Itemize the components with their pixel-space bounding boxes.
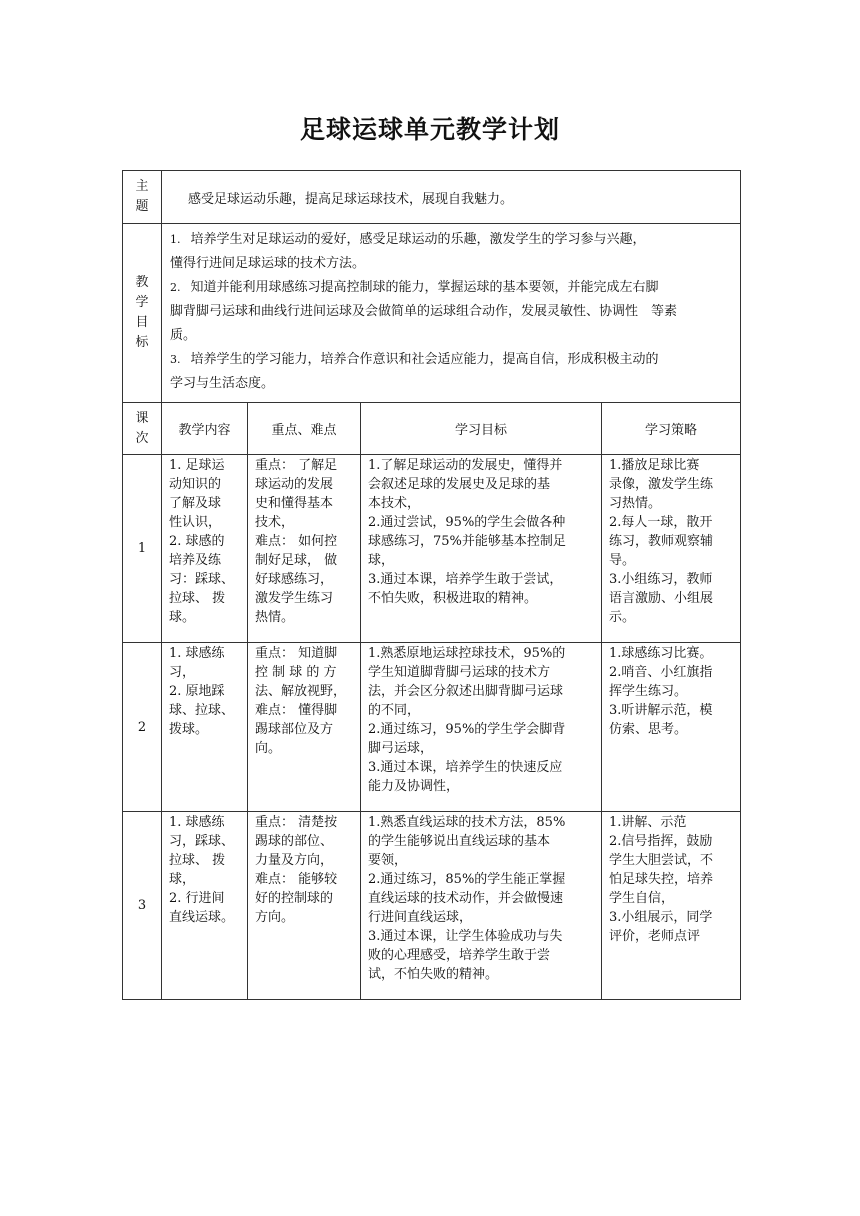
cell-line: 1.讲解、示范 xyxy=(609,815,687,830)
cell-line: 史和懂得基本 xyxy=(255,496,334,511)
cell-line: 要领， xyxy=(368,853,408,868)
cell-line: 力量及方向， xyxy=(255,853,334,868)
cell-line: 拨球。 xyxy=(169,722,209,737)
theme-label: 主 题 xyxy=(123,171,162,224)
cell-line: 法，并会区分叙述出脚背脚弓运球 xyxy=(368,684,564,699)
cell-line: 导。 xyxy=(609,553,636,568)
lesson-key-points xyxy=(248,455,361,643)
cell-line: 球， xyxy=(169,872,196,887)
cell-line: 2. 球感的 xyxy=(169,534,225,549)
header-lesson: 课 次 xyxy=(123,403,162,455)
cell-line: 控 制 球 的 方 xyxy=(255,665,337,680)
cell-line: 本技术， xyxy=(368,496,421,511)
cell-line: 3.通过本课，让学生体验成功与失 xyxy=(368,929,563,944)
cell-line: 1.播放足球比赛 xyxy=(609,458,700,473)
cell-line: 球。 xyxy=(169,610,196,625)
theme-text: 感受足球运动乐趣，提高足球运球技术，展现自我魅力。 xyxy=(162,171,741,224)
cell-line: 难点： 如何控 xyxy=(255,534,338,549)
cell-line: 技术， xyxy=(255,515,295,530)
cell-line: 评价，老师点评 xyxy=(609,929,701,944)
cell-line: 重点： 了解足 xyxy=(255,458,338,473)
cell-line: 行进间直线运球， xyxy=(368,910,473,925)
cell-line: 1. 球感练 xyxy=(169,815,225,830)
lesson-number: 1 xyxy=(123,455,162,643)
cell-line: 热情。 xyxy=(255,610,295,625)
cell-line: 方向。 xyxy=(255,910,295,925)
header-learning-goals: 学习目标 xyxy=(361,403,602,455)
cell-line: 习：踩球、 xyxy=(169,572,235,587)
lesson-plan-table xyxy=(122,170,741,1000)
cell-line: 培养及练 xyxy=(169,553,222,568)
cell-line: 脚弓运球， xyxy=(368,741,434,756)
cell-line: 学生知道脚背脚弓运球的技术方 xyxy=(368,665,551,680)
header-row xyxy=(123,403,741,455)
cell-line: 拉球、 拨 xyxy=(169,853,226,868)
cell-line: 的不同， xyxy=(368,703,421,718)
lesson-number: 2 xyxy=(123,643,162,812)
cell-line: 怕足球失控，培养 xyxy=(609,872,714,887)
cell-line: 球， xyxy=(368,553,395,568)
cell-line: 能力及协调性， xyxy=(368,779,460,794)
cell-line: 动知识的 xyxy=(169,477,222,492)
cell-line: 法、解放视野， xyxy=(255,684,347,699)
cell-line: 3.小组展示，同学 xyxy=(609,910,713,925)
objectives-list xyxy=(162,224,741,403)
lesson-row xyxy=(123,455,741,643)
cell-line: 球、拉球、 xyxy=(169,703,235,718)
cell-line: 1.熟悉原地运球控球技术，95%的 xyxy=(368,646,566,661)
cell-line: 直线运球。 xyxy=(169,910,235,925)
lesson-strategy xyxy=(602,643,741,812)
lesson-strategy xyxy=(602,812,741,1000)
cell-line: 踢球部位及方 xyxy=(255,722,334,737)
cell-line: 制好足球， 做 xyxy=(255,553,338,568)
lesson-key-points xyxy=(248,812,361,1000)
objective-item: 2. 知道并能利用球感练习提高控制球的能力，掌握运球的基本要领，并能完成左右脚 脚背脚弓运球和曲线行进间运球及会做简单的运球组合动作，发展灵敏性、协调性 等素 质。 xyxy=(170,280,678,343)
cell-line: 1.了解足球运动的发展史，懂得并 xyxy=(368,458,563,473)
cell-line: 3.通过本课，培养学生敢于尝试， xyxy=(368,572,563,587)
lesson-strategy xyxy=(602,455,741,643)
cell-line: 3.听讲解示范，模 xyxy=(609,703,713,718)
header-content: 教学内容 xyxy=(162,403,248,455)
cell-line: 好球感练习， xyxy=(255,572,334,587)
cell-line: 1.熟悉直线运球的技术方法，85% xyxy=(368,815,566,830)
cell-line: 仿索、思考。 xyxy=(609,722,688,737)
cell-line: 败的心理感受，培养学生敢于尝 xyxy=(368,948,551,963)
header-key-points: 重点、难点 xyxy=(248,403,361,455)
theme-row xyxy=(123,171,741,224)
cell-line: 球运动的发展 xyxy=(255,477,334,492)
lesson-content xyxy=(162,455,248,643)
lesson-content xyxy=(162,812,248,1000)
cell-line: 的学生能够说出直线运球的基本 xyxy=(368,834,551,849)
cell-line: 性认识， xyxy=(169,515,222,530)
cell-line: 重点： 清楚按 xyxy=(255,815,338,830)
lesson-key-points xyxy=(248,643,361,812)
cell-line: 2.哨音、小红旗指 xyxy=(609,665,713,680)
cell-line: 学生大胆尝试，不 xyxy=(609,853,714,868)
lesson-row xyxy=(123,812,741,1000)
cell-line: 示。 xyxy=(609,610,636,625)
cell-line: 3.通过本课，培养学生的快速反应 xyxy=(368,760,563,775)
lesson-number: 3 xyxy=(123,812,162,1000)
cell-line: 2.通过练习，95%的学生学会脚背 xyxy=(368,722,566,737)
lesson-goals xyxy=(361,643,602,812)
objective-item: 1. 培养学生对足球运动的爱好，感受足球运动的乐趣，激发学生的学习参与兴趣， 懂得行进间足球运球的技术方法。 xyxy=(170,232,646,271)
cell-line: 练习，教师观察辅 xyxy=(609,534,714,549)
cell-line: 1. 球感练 xyxy=(169,646,225,661)
cell-line: 习， xyxy=(169,665,196,680)
cell-line: 2.信号指挥，鼓励 xyxy=(609,834,713,849)
lesson-row xyxy=(123,643,741,812)
cell-line: 好的控制球的 xyxy=(255,891,334,906)
cell-line: 了解及球 xyxy=(169,496,222,511)
cell-line: 2.通过练习，85%的学生能正掌握 xyxy=(368,872,566,887)
cell-line: 1. 足球运 xyxy=(169,458,225,473)
cell-line: 1.球感练习比赛。 xyxy=(609,646,713,661)
cell-line: 激发学生练习 xyxy=(255,591,334,606)
cell-line: 2.每人一球，散开 xyxy=(609,515,713,530)
page-title: 足球运球单元教学计划 xyxy=(299,115,560,144)
cell-line: 球感练习，75%并能够基本控制足 xyxy=(368,534,566,549)
lesson-goals xyxy=(361,455,602,643)
cell-line: 踢球的部位、 xyxy=(255,834,334,849)
lesson-content xyxy=(162,643,248,812)
cell-line: 2. 行进间 xyxy=(169,891,225,906)
cell-line: 挥学生练习。 xyxy=(609,684,688,699)
cell-line: 直线运球的技术动作，并会做慢速 xyxy=(368,891,564,906)
cell-line: 拉球、 拨 xyxy=(169,591,226,606)
cell-line: 向。 xyxy=(255,741,282,756)
cell-line: 语言激励、小组展 xyxy=(609,591,714,606)
cell-line: 试，不怕失败的精神。 xyxy=(368,967,499,982)
cell-line: 难点： 能够较 xyxy=(255,872,338,887)
cell-line: 2. 原地踩 xyxy=(169,684,225,699)
lesson-goals xyxy=(361,812,602,1000)
cell-line: 不怕失败，积极进取的精神。 xyxy=(368,591,538,606)
cell-line: 习，踩球、 xyxy=(169,834,235,849)
cell-line: 2.通过尝试，95%的学生会做各种 xyxy=(368,515,566,530)
cell-line: 学生自信， xyxy=(609,891,675,906)
objectives-row xyxy=(123,224,741,403)
cell-line: 3.小组练习，教师 xyxy=(609,572,713,587)
cell-line: 会叙述足球的发展史及足球的基 xyxy=(368,477,551,492)
cell-line: 重点： 知道脚 xyxy=(255,646,338,661)
cell-line: 习热情。 xyxy=(609,496,662,511)
objectives-label: 教 学 目 标 xyxy=(123,224,162,403)
cell-line: 难点： 懂得脚 xyxy=(255,703,338,718)
objective-item: 3. 培养学生的学习能力，培养合作意识和社会适应能力，提高自信，形成积极主动的 学习与生活态度。 xyxy=(170,352,659,391)
header-strategy: 学习策略 xyxy=(602,403,741,455)
cell-line: 录像，激发学生练 xyxy=(609,477,714,492)
